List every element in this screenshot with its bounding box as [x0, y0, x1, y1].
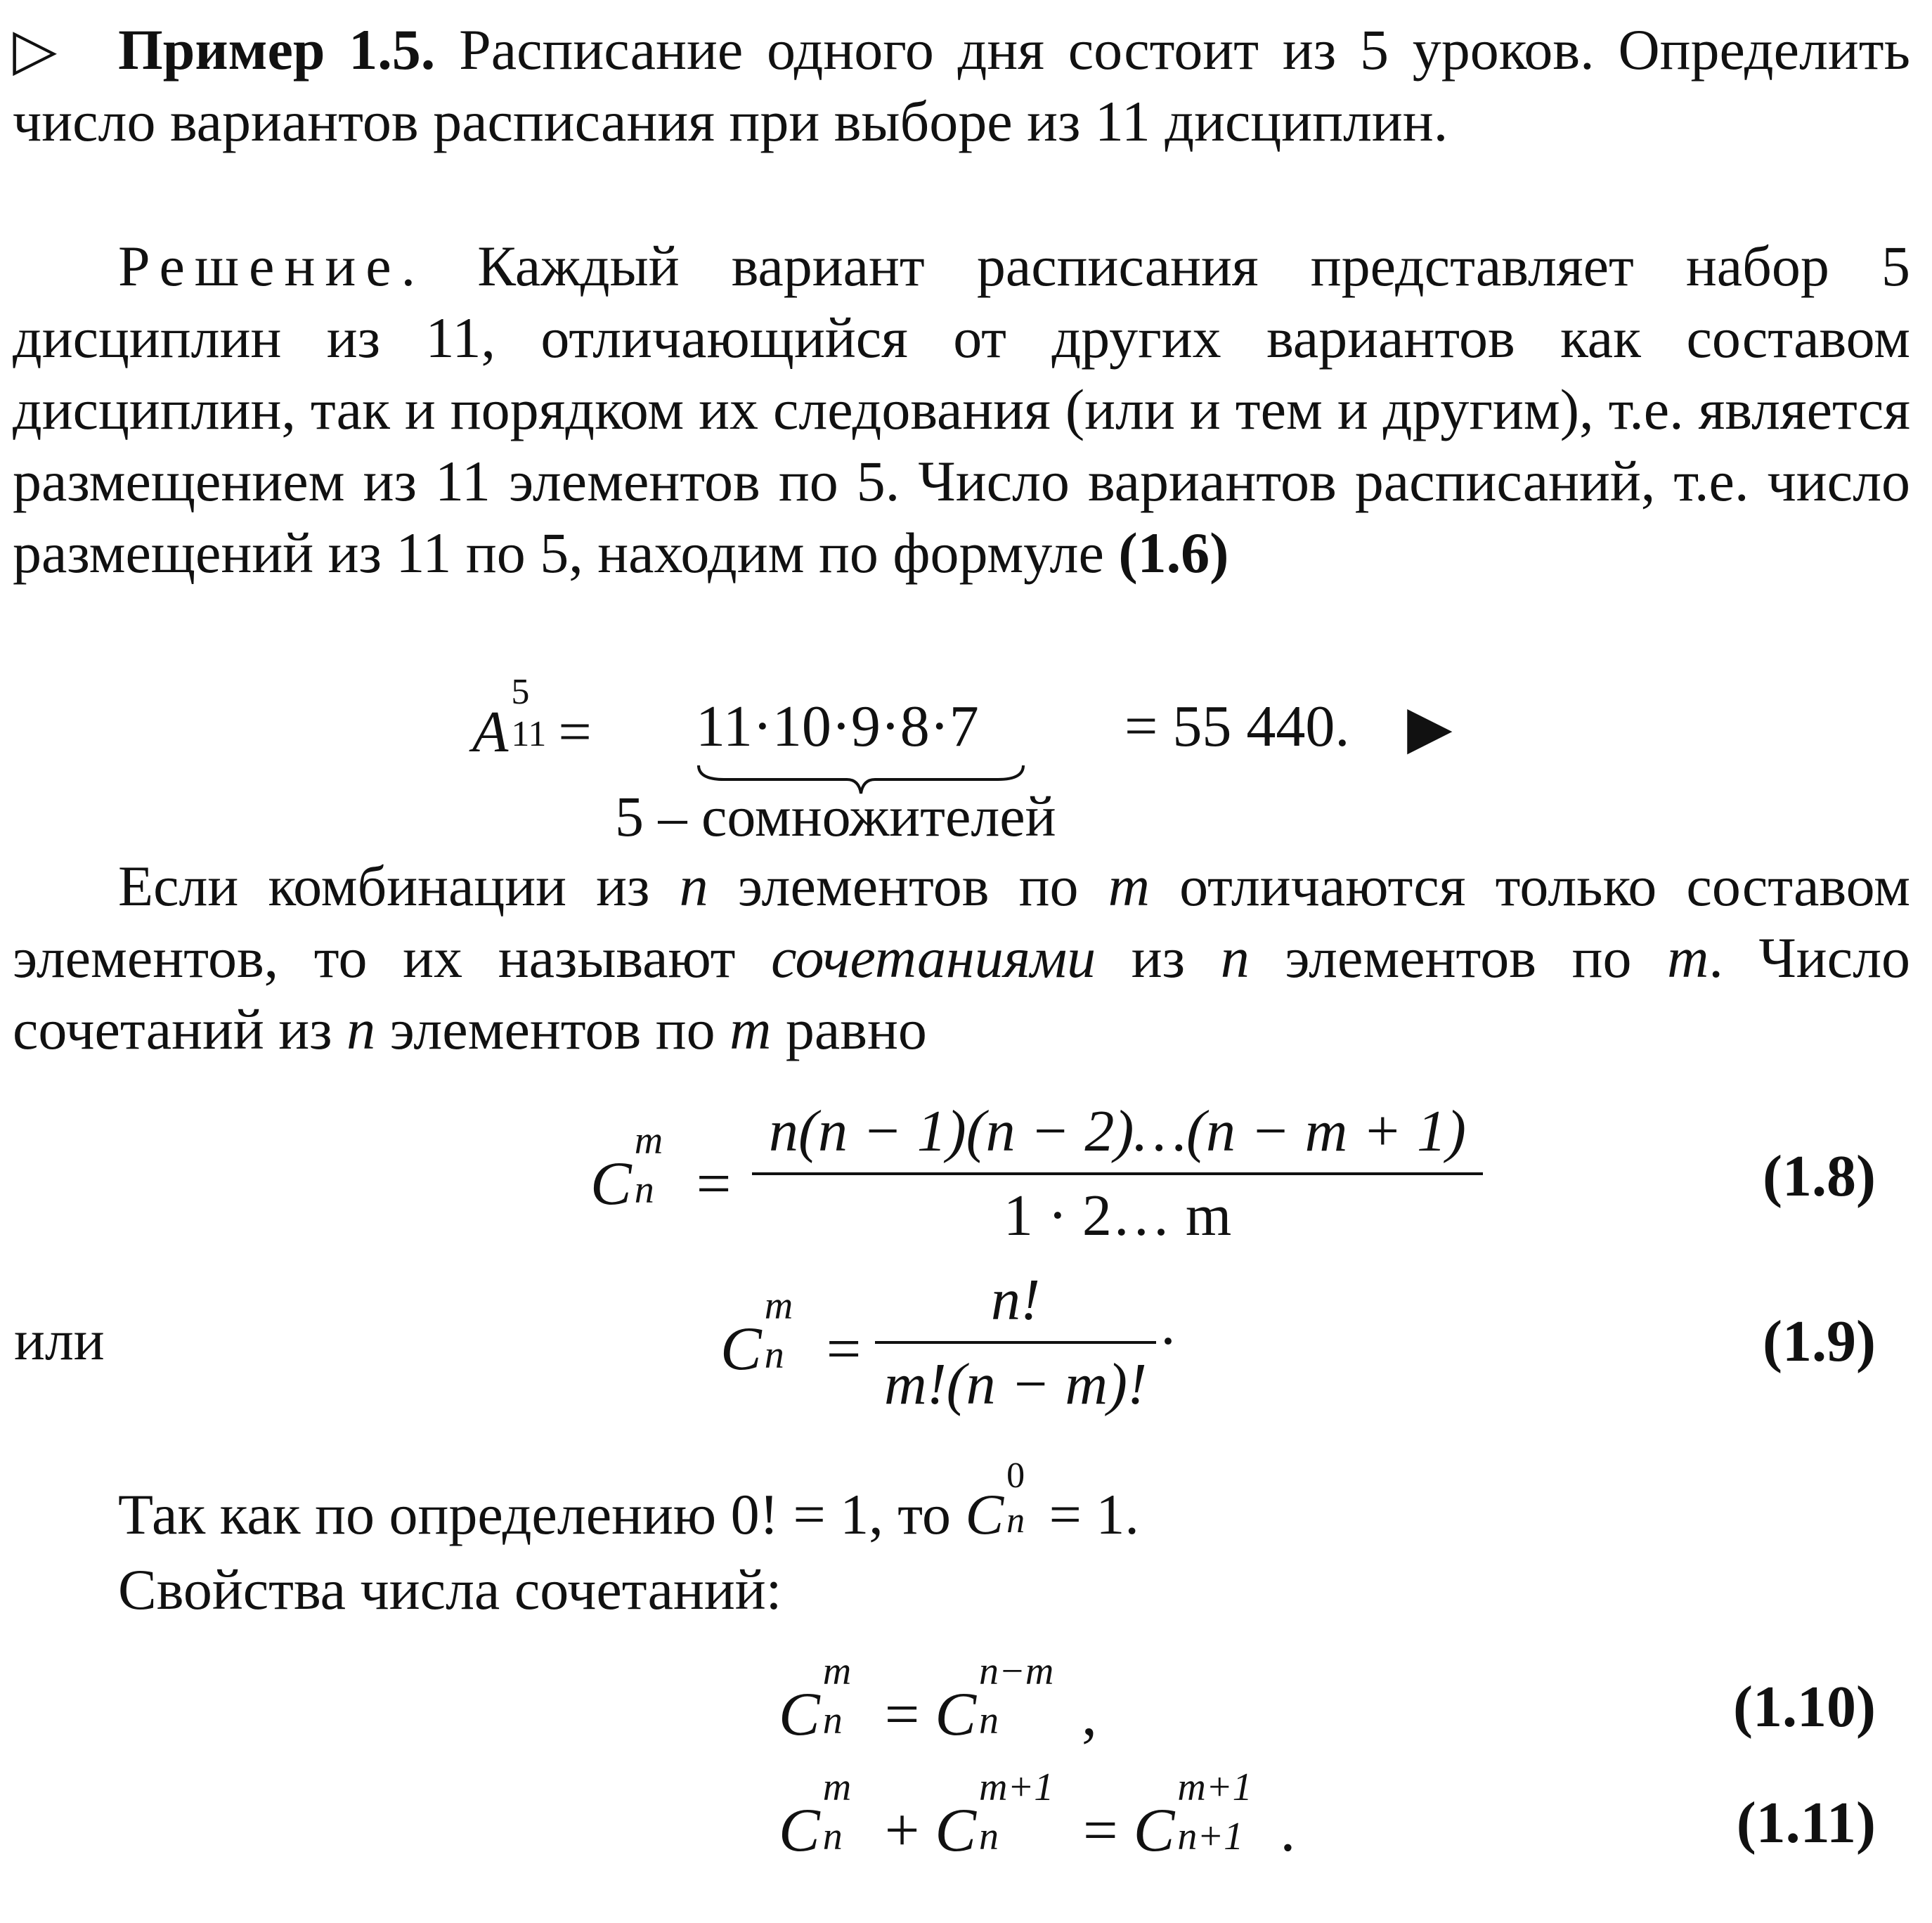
p2-text-3: отличаются только составом элементов, то их называют [13, 854, 1910, 990]
p2-var-m: m [1667, 926, 1709, 990]
p3-text: Так как по определению 0! = 1, то [118, 1482, 966, 1546]
end-marker-icon: ▶ [1407, 695, 1453, 760]
eq-1-9-number: (1.9) [1763, 1309, 1876, 1374]
eq-1-8-number: (1.8) [1763, 1144, 1876, 1209]
eq-1-8-lhs [590, 1119, 732, 1219]
example-label: Пример 1.5. [118, 18, 436, 82]
p2-term: сочетаниями [771, 926, 1096, 990]
eq-1-10-lhs-sub: n [822, 1699, 843, 1742]
eq-1-10-rhs: C [935, 1681, 977, 1749]
solution-formula-ref: (1.6) [1118, 521, 1229, 585]
example-text: Расписание одного дня состоит из 5 уроков. Определить число вариантов расписания при выборе из 11 дисциплин. [13, 18, 1911, 153]
p3-sub: n [1006, 1501, 1025, 1541]
properties-heading: Свойства числа сочетаний: [118, 1558, 782, 1621]
p3-sup: 0 [1006, 1456, 1025, 1496]
p2-text-1: Если комбинации из [118, 854, 680, 918]
eq-1-10-number: (1.10) [1733, 1674, 1876, 1740]
eq-1-9-fraction [875, 1265, 1156, 1420]
eq-1-9-eq: = [826, 1315, 862, 1383]
eq-1-9-lhs [720, 1284, 862, 1385]
eq-1-10 [779, 1650, 1098, 1750]
eq-1-10-rhs-sub: n [979, 1699, 999, 1742]
p2-var-m: m [1108, 854, 1150, 918]
eq-1-11-b: C [935, 1796, 977, 1865]
p2-var-n: n [679, 854, 708, 918]
p2-var-n: n [346, 997, 376, 1061]
eq-1-10-eq: = [884, 1681, 920, 1749]
p2-text-4: из [1096, 926, 1221, 990]
eq-1-11-a: C [779, 1796, 820, 1865]
brace-label: 5 – сомножителей [615, 784, 1056, 848]
zero-factorial-paragraph [118, 1456, 1139, 1548]
formula-a-lhs: A [472, 699, 509, 765]
eq-1-9-prefix: или [14, 1308, 105, 1372]
solution-paragraph [13, 231, 1910, 589]
p2-text-7: элементов по [375, 997, 730, 1061]
p3-tail: = 1. [1035, 1482, 1139, 1546]
eq-1-9-sup: m [764, 1284, 793, 1328]
eq-1-9-denominator: m!(n − m)! [884, 1352, 1147, 1417]
eq-1-11-c: C [1133, 1796, 1175, 1865]
eq-1-11-plus: + [884, 1796, 920, 1865]
eq-1-10-lhs: C [779, 1681, 820, 1749]
formula-a-sup: 5 [511, 672, 530, 712]
solution-text: Каждый вариант расписания представляет набор 5 дисциплин из 11, отличающийся от других вариантов как составом дисциплин, так и порядком их следования (или и тем и другим), т.е. является размещением из 11 элементов по 5. Число вариантов расписаний, т.е. число размещений из 11 по 5, находим по формуле [13, 234, 1910, 585]
eq-1-8-eq: = [696, 1150, 732, 1218]
p2-var-m: m [730, 997, 772, 1061]
example-paragraph [13, 14, 1910, 157]
eq-1-8-c: C [590, 1150, 632, 1218]
eq-1-10-trail: , [1082, 1681, 1098, 1749]
eq-1-11-c-sup: m+1 [1177, 1766, 1252, 1809]
formula-a-product: 11·10·9·8·7 [696, 694, 979, 759]
eq-1-10-lhs-sup: m [822, 1650, 852, 1693]
example-marker-icon: ▷ [13, 18, 58, 82]
combinations-paragraph [13, 850, 1910, 1066]
eq-1-8-fraction [752, 1096, 1483, 1251]
eq-1-11-b-sup: m+1 [979, 1766, 1054, 1809]
formula-a-eq: = [558, 699, 592, 765]
formula-arrangements [472, 672, 592, 766]
eq-1-9-trail: · [1158, 1309, 1178, 1374]
eq-1-9-numerator: n! [991, 1267, 1040, 1333]
eq-1-10-rhs-sup: n−m [979, 1650, 1054, 1693]
eq-1-8-denominator: 1 · 2… m [1003, 1183, 1232, 1248]
p2-text-8: равно [771, 997, 927, 1061]
eq-1-11-a-sup: m [822, 1766, 852, 1809]
eq-1-11-trail: . [1280, 1796, 1296, 1865]
eq-1-8-sup: m [634, 1119, 663, 1163]
formula-a-result: = 55 440. [1124, 694, 1350, 759]
p2-var-n: n [1220, 926, 1250, 990]
eq-1-11-eq: = [1083, 1796, 1118, 1865]
eq-1-9-sub: n [764, 1333, 784, 1377]
p2-text-5: элементов по [1249, 926, 1668, 990]
solution-label: Решение. [118, 234, 426, 298]
eq-1-9-c: C [720, 1315, 762, 1383]
eq-1-11-c-sub: n+1 [1177, 1815, 1244, 1858]
eq-1-11-a-sub: n [822, 1815, 843, 1858]
formula-a-sub: 11 [511, 714, 547, 754]
p2-text-6: . Число сочетаний из [13, 926, 1910, 1061]
eq-1-11 [779, 1766, 1296, 1866]
p3-c: C [965, 1482, 1004, 1546]
p2-text-2: элементов по [708, 854, 1108, 918]
eq-1-11-b-sub: n [979, 1815, 999, 1858]
eq-1-8-sub: n [634, 1168, 654, 1212]
eq-1-8-numerator: n(n − 1)(n − 2)…(n − m + 1) [769, 1099, 1466, 1164]
eq-1-11-number: (1.11) [1736, 1790, 1876, 1856]
